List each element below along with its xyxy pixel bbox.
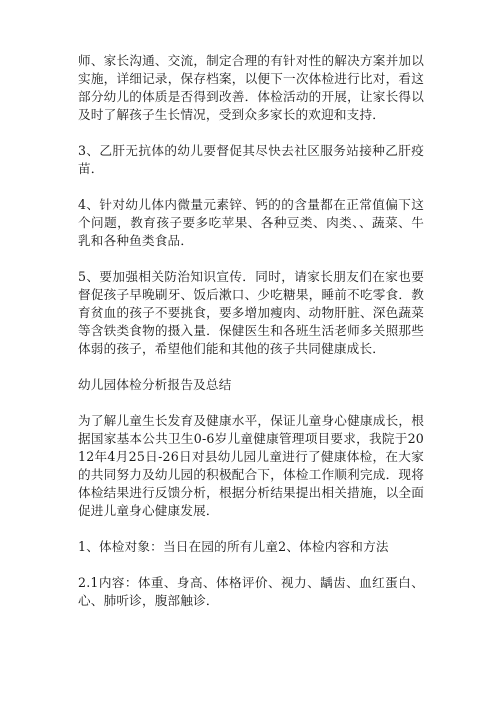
paragraph-gap [78,556,424,574]
paragraph-gap [78,250,424,268]
paragraph-gap [78,520,424,538]
paragraph-exam-content: 2.1内容：体重、身高、体格评价、视力、龋齿、血红蛋白、心、肺听诊，腹部触诊． [78,575,424,608]
paragraph-trace-elements: 4、针对幼儿体内微量元素锌、钙的的含量都在正常值偏下这个问题，教育孩子要多吃苹果、各种豆类、肉类、、蔬菜、牛乳和各种鱼类食品． [78,197,424,248]
paragraph-gap [78,124,424,142]
paragraph-gap [78,178,424,196]
document-body [78,52,424,610]
paragraph-gap [78,358,424,376]
paragraph-introduction: 为了解儿童生长发育及健康水平，保证儿童身心健康成长，根据国家基本公共卫生0-6岁儿童健康管理项目要求，我院于2012年4月25日-26日对县幼儿园儿童进行了健康体检，在大家的共同努力及幼儿园的积极配合下，体检工作顺利完成．现将体检结果进行反馈分析，根据分析结果提出相关措施，以全面促进儿童身心健康发展． [78,413,424,518]
paragraph-communication: 师、家长沟通、交流，制定合理的有针对性的解决方案并加以实施，详细记录，保存档案，以便下一次体检进行比对，看这部分幼儿的体质是否得到改善．体检活动的开展，让家长得以及时了解孩子生长情况，受到众多家长的欢迎和支持． [78,53,424,122]
section-heading: 幼儿园体检分析报告及总结 [78,377,232,392]
paragraph-prevention-education: 5、要加强相关防治知识宣传．同时，请家长朋友们在家也要督促孩子早晚刷牙、饭后漱口、少吃糖果，睡前不吃零食．教育贫血的孩子不要挑食，要多增加瘦肉、动物肝脏、深色蔬菜等含铁类食物的摄入量．保健医生和各班生活老师多关照那些体弱的孩子，希望他们能和其他的孩子共同健康成长． [78,269,424,356]
paragraph-gap [78,394,424,412]
paragraph-hepatitis-vaccine: 3、乙肝无抗体的幼儿要督促其尽快去社区服务站接种乙肝疫苗． [78,143,424,176]
paragraph-exam-subjects: 1、体检对象：当日在园的所有儿童2、体检内容和方法 [78,539,389,554]
